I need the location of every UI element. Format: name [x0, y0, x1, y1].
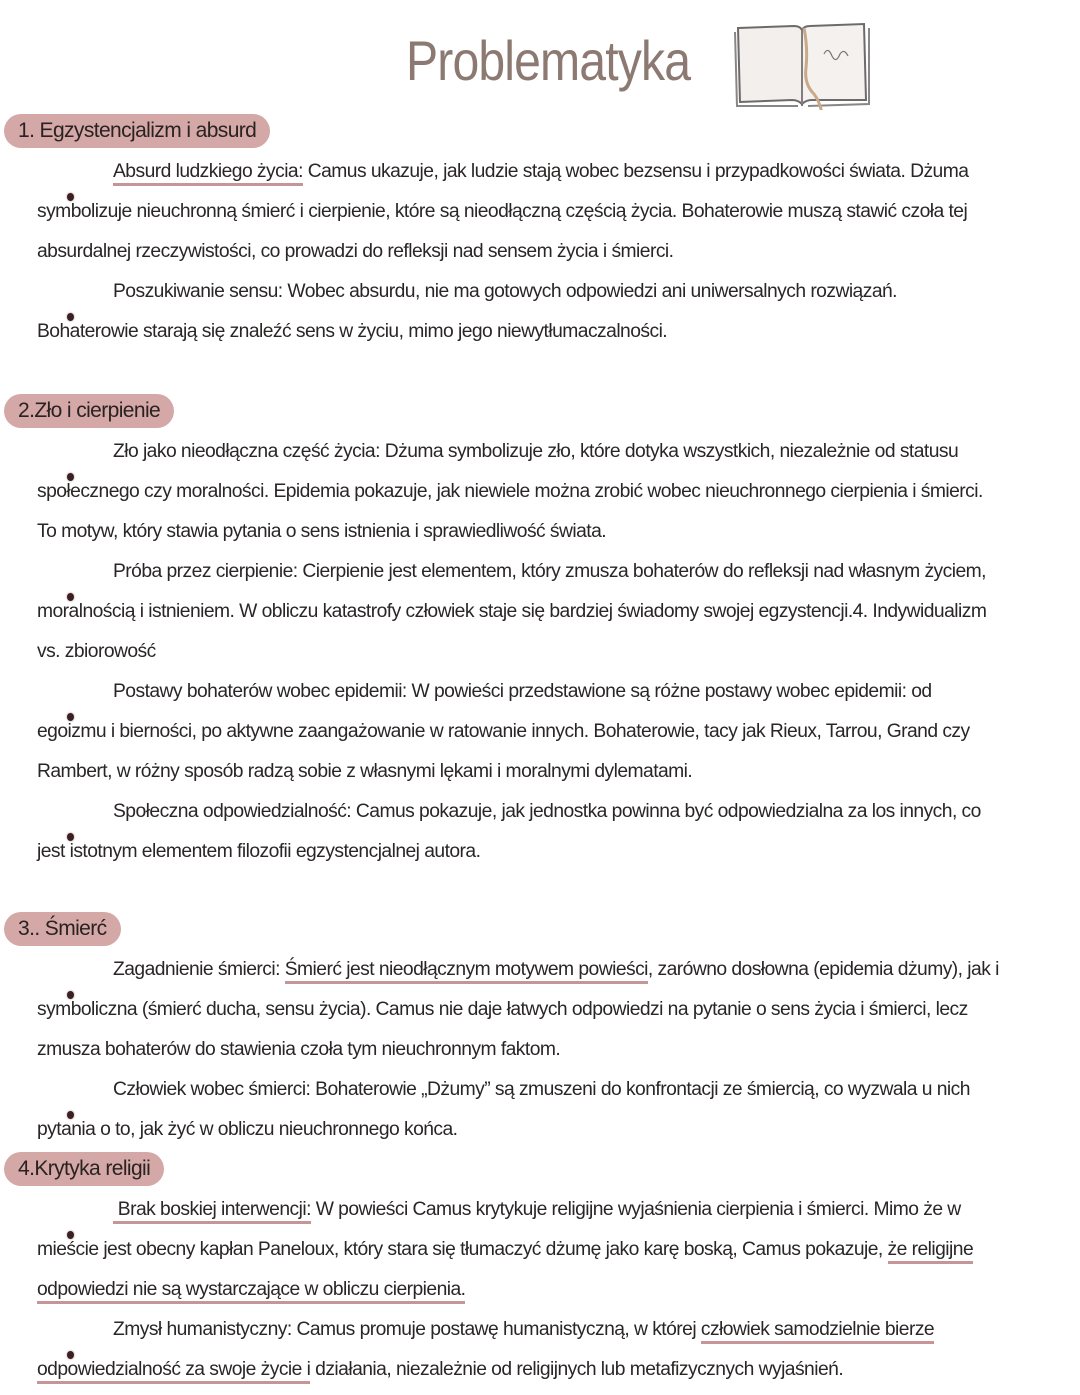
bullet-icon [67, 313, 74, 321]
bullet-icon [67, 1111, 74, 1119]
list-item: Próba przez cierpienie: Cierpienie jest elementem, który zmusza bohaterów do refleksji nad własnym życiem, moralnością i istnieniem. W obliczu katastrofy człowiek staje się bardziej świadomy swojej egzystencji.4. Indywidualizm vs. zbiorowość [37, 561, 987, 662]
list-item: Brak boskiej interwencji: W powieści Camus krytykuje religijne wyjaśnienia cierpienia i śmierci. Mimo że w mieście jest obecny kapłan Paneloux, który stara się tłumaczyć dżumę jako karę boską, Camus pokazuje, że religijne odpowiedzi nie są wystarczające w obliczu cierpienia. [37, 1190, 1002, 1310]
list-item: Społeczna odpowiedzialność: Camus pokazuje, jak jednostka powinna być odpowiedzialna za los innych, co jest istotnym elementem filozofii egzystencjalnej autora. [37, 801, 981, 862]
section-label-existentialism: 1. Egzystencjalizm i absurd [4, 114, 270, 148]
highlighted-phrase: że religijne odpowiedzi nie są wystarczające w obliczu cierpienia. [37, 1239, 973, 1304]
highlighted-phrase: człowiek samodzielnie bierze odpowiedzialność za swoje życie i [37, 1319, 934, 1384]
list-item: Poszukiwanie sensu: Wobec absurdu, nie ma gotowych odpowiedzi ani uniwersalnych rozwiązań. Bohaterowie starają się znaleźć sens w życiu, mimo jego niewytłumaczalności. [37, 281, 897, 342]
bullet-icon [67, 593, 74, 601]
section-label-religion-critique: 4.Krytyka religii [4, 1152, 164, 1186]
bullet-icon [67, 193, 74, 201]
page-header [0, 18, 1080, 118]
list-item: Absurd ludzkiego życia: Camus ukazuje, jak ludzie stają wobec bezsensu i przypadkowości świata. Dżuma symbolizuje nieuchronną śmierć i cierpienie, które są nieodłączną częścią życia. Bohaterowie muszą stawić czoła tej absurdalnej rzeczywistości, co prowadzi do refleksji nad sensem życia i śmierci. [37, 161, 969, 262]
list-item: Postawy bohaterów wobec epidemii: W powieści przedstawione są różne postawy wobec epidemii: od egoizmu i bierności, po aktywne zaangażowanie w ratowanie innych. Bohaterowie, tacy jak Rieux, Tarrou, Grand czy Rambert, w różny sposób radzą sobie z własnymi lękami i moralnymi dylematami. [37, 681, 970, 782]
bullet-icon [67, 991, 74, 999]
bullet-icon [67, 713, 74, 721]
bullet-icon [67, 473, 74, 481]
page-title: Problematyka [406, 29, 691, 92]
list-item: Człowiek wobec śmierci: Bohaterowie „Dżumy” są zmuszeni do konfrontacji ze śmiercią, co wyzwala u nich pytania o to, jak żyć w obliczu nieuchronnego końca. [37, 1079, 970, 1140]
highlighted-phrase: Śmierć jest nieodłącznym motywem powieści [285, 959, 648, 984]
bullet-icon [67, 1231, 74, 1239]
bullet-icon [67, 1351, 74, 1359]
section-label-death: 3.. Śmierć [4, 912, 121, 946]
list-item: Zło jako nieodłączna część życia: Dżuma symbolizuje zło, które dotyka wszystkich, niezależnie od statusu społecznego czy moralności. Epidemia pokazuje, jak niewiele można zrobić wobec nieuchronnego cierpienia i śmierci. To motyw, który stawia pytania o sens istnienia i sprawiedliwość świata. [37, 441, 983, 542]
list-item: Zmysł humanistyczny: Camus promuje postawę humanistyczną, w której człowiek samodzielnie bierze odpowiedzialność za swoje życie i działania, niezależnie od religijnych lub metafizycznych wyjaśnień. [37, 1310, 1002, 1390]
section-label-evil-suffering: 2.Zło i cierpienie [4, 394, 174, 428]
highlighted-term: Absurd ludzkiego życia: [113, 161, 303, 186]
bullet-icon [67, 833, 74, 841]
highlighted-term: Brak boskiej interwencji: [113, 1199, 311, 1224]
open-book-icon [732, 18, 872, 110]
list-item: Zagadnienie śmierci: Śmierć jest nieodłącznym motywem powieści, zarówno dosłowna (epidemia dżumy), jak i symboliczna (śmierć ducha, sensu życia). Camus nie daje łatwych odpowiedzi na pytanie o sens życia i śmierci, lecz zmusza bohaterów do stawienia czoła tym nieuchronnym faktom. [37, 959, 999, 1060]
